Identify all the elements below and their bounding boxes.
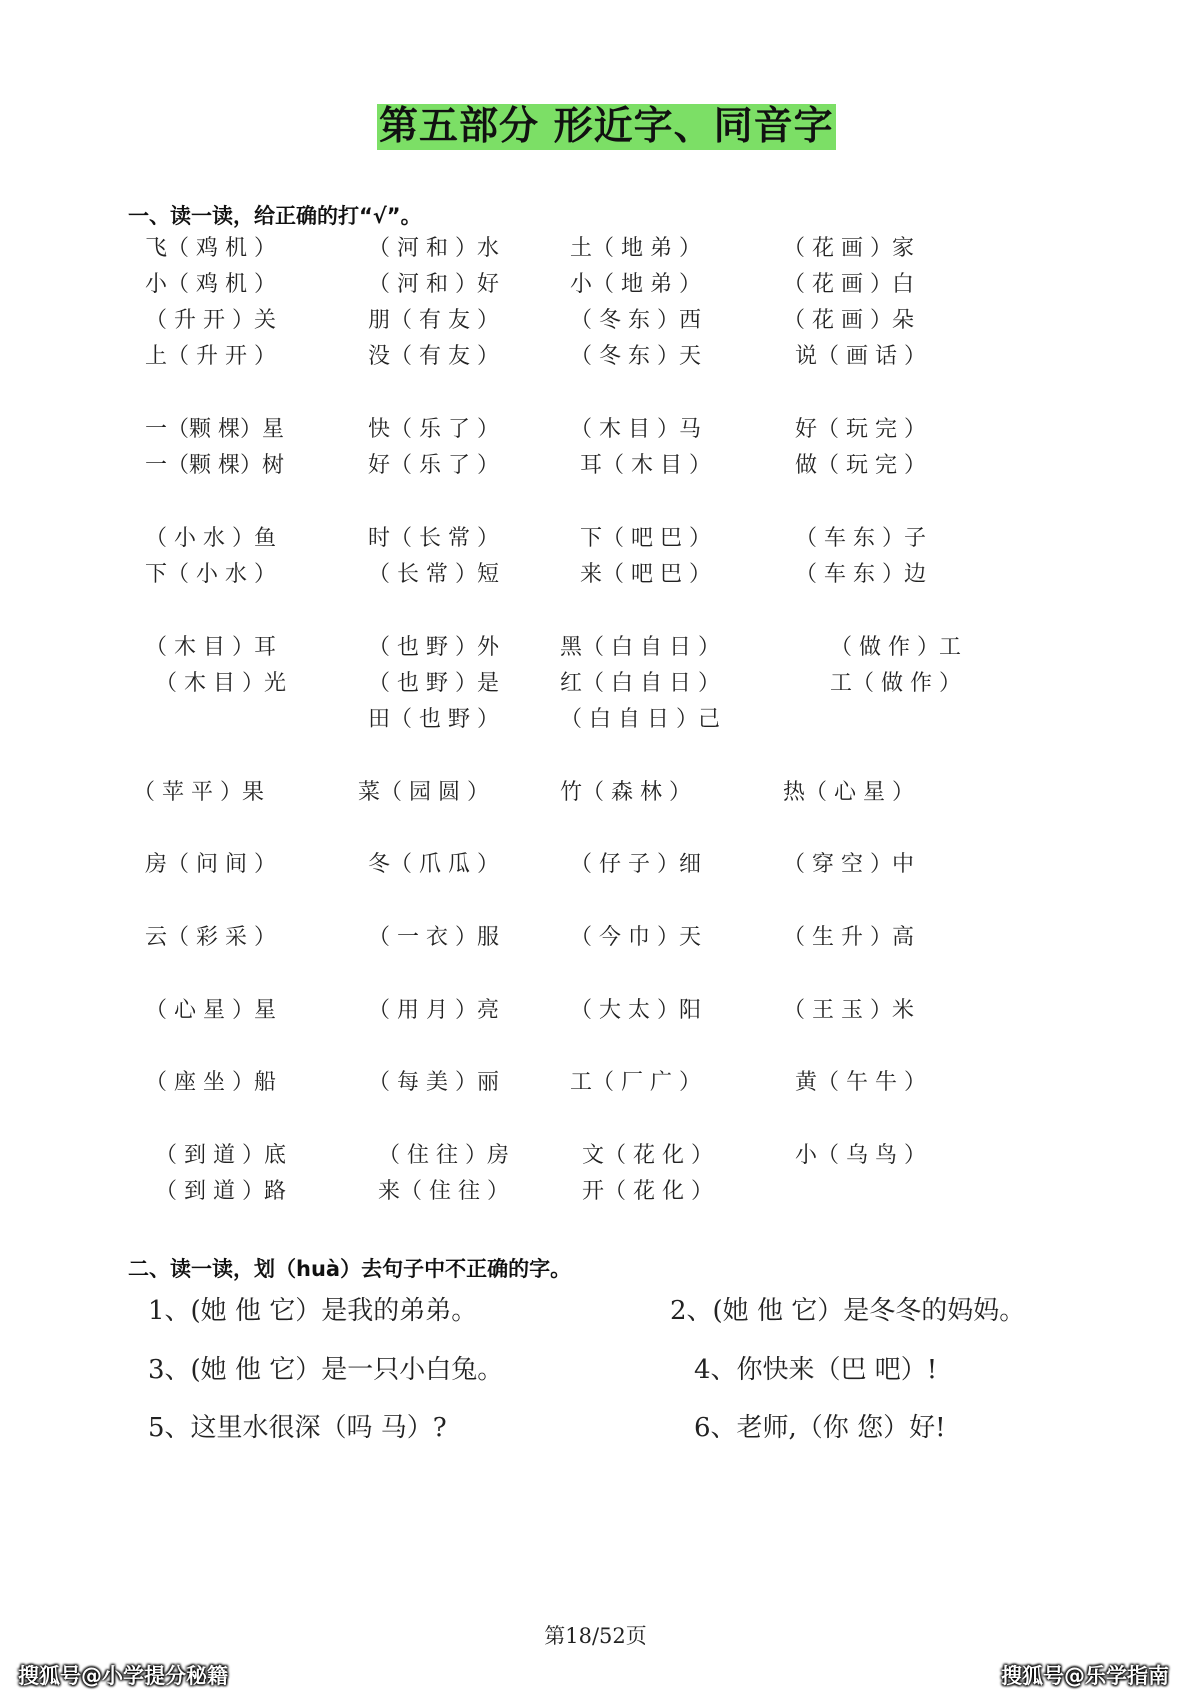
exercise-item: （ 心 星 ）星 <box>145 998 276 1023</box>
exercise-item: （ 长 常 ）短 <box>368 562 499 587</box>
exercise-item: 朋（ 有 友 ） <box>368 308 499 333</box>
exercise-item: 做（ 玩 完 ） <box>795 453 926 478</box>
exercise-item: （ 木 目 ）光 <box>155 671 286 696</box>
exercise-item: 房（ 问 间 ） <box>145 852 276 877</box>
exercise-item: （ 一 衣 ）服 <box>368 925 499 950</box>
exercise-item: （ 今 巾 ）天 <box>570 925 701 950</box>
exercise-item: （ 大 太 ）阳 <box>570 998 701 1023</box>
watermark-left: 搜狐号@小学提分秘籍 <box>18 1664 228 1688</box>
exercise-item: 耳（ 木 目 ） <box>580 453 711 478</box>
exercise-item: （ 仔 子 ）细 <box>570 852 701 877</box>
sentence-item: 4、你快来（巴 吧）! <box>694 1355 938 1385</box>
exercise-item: 黄（ 午 牛 ） <box>795 1070 926 1095</box>
exercise-item: 来（ 吧 巴 ） <box>580 562 711 587</box>
exercise-item: 一（颗 棵）星 <box>145 417 284 442</box>
sentence-item: 5、这里水很深（吗 马）? <box>148 1413 447 1443</box>
exercise-item: 工（ 做 作 ） <box>830 671 961 696</box>
exercise-item: 上（ 升 开 ） <box>145 344 276 369</box>
exercise-item: 开（ 花 化 ） <box>582 1179 713 1204</box>
exercise-item: （ 每 美 ）丽 <box>368 1070 499 1095</box>
exercise-item: （ 木 目 ）耳 <box>145 635 276 660</box>
exercise-item: （ 花 画 ）朵 <box>783 308 914 333</box>
exercise-item: 文（ 花 化 ） <box>582 1143 713 1168</box>
exercise-item: （ 穿 空 ）中 <box>783 852 914 877</box>
exercise-item: （ 苹 平 ）果 <box>133 780 264 805</box>
exercise-item: 冬（ 爪 瓜 ） <box>368 852 499 877</box>
exercise-item: 小（ 乌 鸟 ） <box>795 1143 926 1168</box>
exercise-item: （ 花 画 ）家 <box>783 236 914 261</box>
exercise-item: （ 住 往 ）房 <box>378 1143 509 1168</box>
sentence-item: 6、老师,（你 您）好! <box>694 1413 946 1443</box>
exercise-item: 好（ 乐 了 ） <box>368 453 499 478</box>
section1-heading: 一、读一读，给正确的打“√”。 <box>128 204 422 228</box>
exercise-item: 云（ 彩 采 ） <box>145 925 276 950</box>
exercise-item: （ 冬 东 ）天 <box>570 344 701 369</box>
exercise-item: （ 升 开 ）关 <box>145 308 276 333</box>
exercise-item: （ 河 和 ）好 <box>368 272 499 297</box>
exercise-item: （ 生 升 ）高 <box>783 925 914 950</box>
exercise-item: 工（ 厂 广 ） <box>570 1070 701 1095</box>
exercise-item: 快（ 乐 了 ） <box>368 417 499 442</box>
exercise-item: 热（ 心 星 ） <box>783 780 914 805</box>
exercise-item: 时（ 长 常 ） <box>368 526 499 551</box>
page-title: 第五部分 形近字、同音字 <box>379 104 834 149</box>
exercise-item: （ 到 道 ）路 <box>155 1179 286 1204</box>
exercise-item: （ 冬 东 ）西 <box>570 308 701 333</box>
exercise-item: （ 白 自 日 ）己 <box>560 707 720 732</box>
page-number: 第18/52页 <box>544 1624 647 1648</box>
watermark-right: 搜狐号@乐学指南 <box>1001 1664 1169 1688</box>
exercise-item: （ 河 和 ）水 <box>368 236 499 261</box>
exercise-item: 来（ 住 往 ） <box>378 1179 509 1204</box>
sentence-item: 3、(她 他 它）是一只小白兔。 <box>148 1355 504 1385</box>
exercise-item: （ 王 玉 ）米 <box>783 998 914 1023</box>
exercise-item: （ 花 画 ）白 <box>783 272 914 297</box>
exercise-item: （ 木 目 ）马 <box>570 417 701 442</box>
exercise-item: （ 也 野 ）是 <box>368 671 499 696</box>
exercise-item: （ 用 月 ）亮 <box>368 998 499 1023</box>
exercise-item: 下（ 小 水 ） <box>145 562 276 587</box>
exercise-item: （ 到 道 ）底 <box>155 1143 286 1168</box>
section2-heading: 二、读一读，划（huà）去句子中不正确的字。 <box>128 1257 572 1281</box>
exercise-item: 菜（ 园 圆 ） <box>358 780 489 805</box>
exercise-item: 好（ 玩 完 ） <box>795 417 926 442</box>
exercise-item: 土（ 地 弟 ） <box>570 236 701 261</box>
exercise-item: （ 车 东 ）子 <box>795 526 926 551</box>
exercise-item: 说（ 画 话 ） <box>795 344 926 369</box>
exercise-item: （ 座 坐 ）船 <box>145 1070 276 1095</box>
exercise-item: 一（颗 棵）树 <box>145 453 284 478</box>
exercise-item: 竹（ 森 林 ） <box>560 780 691 805</box>
exercise-item: 没（ 有 友 ） <box>368 344 499 369</box>
exercise-item: 小（ 地 弟 ） <box>570 272 701 297</box>
exercise-item: 黑（ 白 自 日 ） <box>560 635 720 660</box>
exercise-item: （ 也 野 ）外 <box>368 635 499 660</box>
sentence-item: 2、(她 他 它）是冬冬的妈妈。 <box>670 1296 1026 1326</box>
exercise-item: （ 小 水 ）鱼 <box>145 526 276 551</box>
exercise-item: 下（ 吧 巴 ） <box>580 526 711 551</box>
exercise-item: （ 车 东 ）边 <box>795 562 926 587</box>
sentence-item: 1、(她 他 它）是我的弟弟。 <box>148 1296 478 1326</box>
exercise-item: 小（ 鸡 机 ） <box>145 272 276 297</box>
exercise-item: （ 做 作 ）工 <box>830 635 961 660</box>
exercise-item: 红（ 白 自 日 ） <box>560 671 720 696</box>
exercise-item: 田（ 也 野 ） <box>368 707 499 732</box>
exercise-item: 飞（ 鸡 机 ） <box>145 236 276 261</box>
